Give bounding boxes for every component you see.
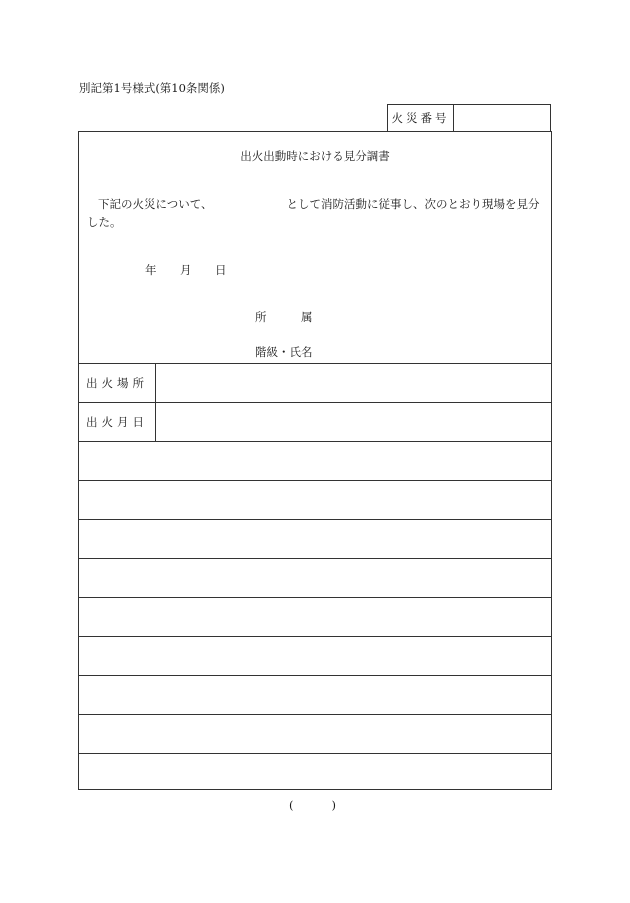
blank-entry-row[interactable] — [79, 480, 551, 519]
fire-number-box — [387, 104, 551, 131]
declaration-part-2: として消防活動に従事し、次のとおり現場を見分した。 — [87, 197, 540, 229]
fire-date-field[interactable] — [156, 403, 551, 441]
declaration-part-1: 下記の火災について、 — [98, 197, 213, 211]
blank-entry-row[interactable] — [79, 597, 551, 636]
page-number-open-paren: ( — [289, 798, 294, 812]
fire-location-field[interactable] — [156, 364, 551, 402]
page-number-close-paren: ) — [331, 798, 336, 812]
affiliation-label-char-2: 属 — [301, 310, 313, 324]
date-month-label: 月 — [180, 263, 192, 277]
document-title: 出火出動時における見分調書 — [240, 149, 390, 163]
blank-entry-row[interactable] — [79, 441, 551, 480]
inspection-report-table — [78, 131, 552, 790]
declaration-text — [87, 195, 545, 231]
fire-date-label: 出火月日 — [79, 403, 156, 441]
blank-entry-row[interactable] — [79, 753, 551, 789]
page-number — [289, 798, 336, 812]
fire-location-label: 出火場所 — [79, 364, 156, 402]
affiliation-label-char-1: 所 — [255, 310, 267, 324]
rank-name-label: 階級・氏名 — [255, 345, 313, 359]
blank-entry-row[interactable] — [79, 675, 551, 714]
fire-number-field[interactable] — [454, 105, 550, 131]
report-header-section — [79, 132, 551, 363]
date-day-label: 日 — [215, 263, 227, 277]
blank-entry-row[interactable] — [79, 519, 551, 558]
date-year-label: 年 — [145, 263, 157, 277]
blank-entry-row[interactable] — [79, 636, 551, 675]
fire-number-label: 火災番号 — [388, 105, 454, 131]
blank-entry-row[interactable] — [79, 558, 551, 597]
fire-location-row — [79, 363, 551, 402]
blank-entry-row[interactable] — [79, 714, 551, 753]
fire-date-row — [79, 402, 551, 441]
form-number-label: 別記第1号様式(第10条関係) — [79, 81, 225, 95]
